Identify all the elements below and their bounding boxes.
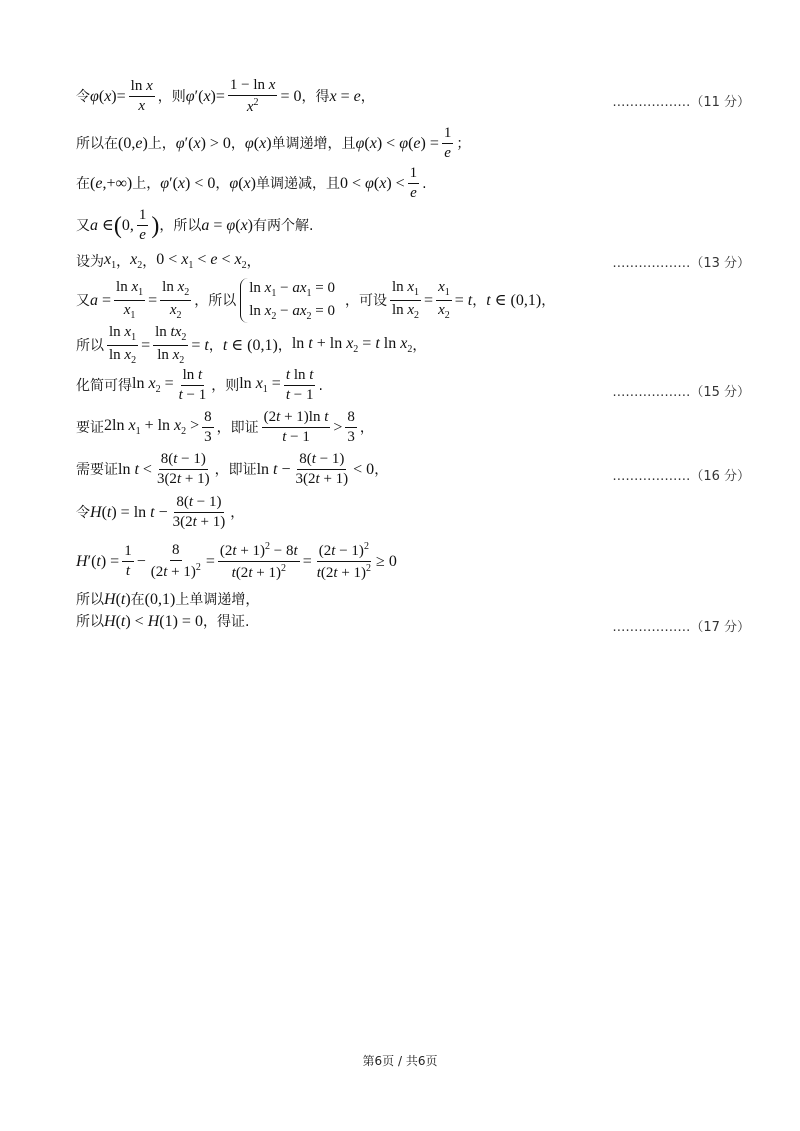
line-7: 所以 $\frac{\ln x_1}{\ln x_2}$ = $\frac{\ln tx_2}{\ln x_2}$ = t ， t ∈ (0,1) ， $\ln t + \ln x_2 = t$ $\ln x_2$ ，	[76, 324, 427, 366]
line-9: 要证 2ln $x_1 + \ln x_2$ > $\frac{8}{3}$ ，即证 $\frac{\text{(2t + 1)ln t}}{t - 1}$ > $\frac{8}{3}$ ，	[76, 409, 374, 445]
line-12: H′(t) = $\frac{1}{t}$ − $\frac{8}{(2t + 1)^2}$ = $\frac{(2t + 1)^2 - 8t}{t(2t + 1)^2}$ = $\frac{(2t - 1)^2}{t(2t + 1)^2}$ ≥ 0	[76, 541, 397, 581]
line-4: 又 a ∈ ( 0, $\frac{1}{e}$ ) ，所以 a = φ(x) 有两个解.	[76, 207, 314, 243]
page-footer: 第6页 / 共6页	[362, 1054, 438, 1068]
line-8: 化简可得 $\ln x_2$ = $\frac{\text{ln t}}{t - 1}$ ，则 $\ln x_1$ = $\frac{\text{t ln t}}{t - 1}$ .	[76, 367, 323, 403]
line-11: 令 H(t) = ln t − $\frac{8(t - 1)}{3(2t + 1)}$ ，	[76, 494, 245, 530]
line-2: 所以在 (0,e) 上， φ′(x) > 0 ， φ(x) 单调递增，且 φ(x) < φ(e) = $\frac{1}{e}$ ；	[76, 125, 471, 161]
score-16: ………………（16 分）	[612, 469, 750, 484]
line-3: 在 (e,+∞) 上， φ′(x) < 0 ， φ(x) 单调递减，且 0 < φ(x) < $\frac{1}{e}$ .	[76, 165, 427, 201]
score-11: ………………（11 分）	[612, 95, 750, 110]
line-5: 设为 $x_1$ ， $x_2$ ， $0 < x_1 < e < x_2$ ，	[76, 251, 261, 272]
score-17: ………………（17 分）	[612, 620, 750, 635]
line-14: 所以 H(t) < H(1) = 0 ，得证.	[76, 613, 250, 630]
line-10: 需要证 ln t < $\frac{8(t - 1)}{3(2t + 1)}$ ，即证 ln t − $\frac{8(t - 1)}{3(2t + 1)}$ < 0 ，	[76, 451, 389, 487]
score-13: ………………（13 分）	[612, 256, 750, 271]
line-6: 又 a = $\frac{\ln x_1}{x_1}$ = $\frac{\ln x_2}{x_2}$ ，所以 $\ln x_1 - ax_1 = 0$ $\ln x_2 - ax_2 = 0$ ，可设 $\frac{\ln x_1}{\ln x_2}$ = $\frac{x_1}{x_2}$ = t ， t ∈ (0,1) ，	[76, 279, 556, 322]
line-13: 所以 H(t) 在 (0,1) 上单调递增，	[76, 591, 260, 608]
score-15: ………………（15 分）	[612, 385, 750, 400]
line-1: 令 φ(x)= $\frac{\text{ln x}}{x}$ ，则 φ′(x)= $\frac{\text{1 − ln x}}{x^2}$ = 0 ，得 x = e ，	[76, 77, 375, 115]
